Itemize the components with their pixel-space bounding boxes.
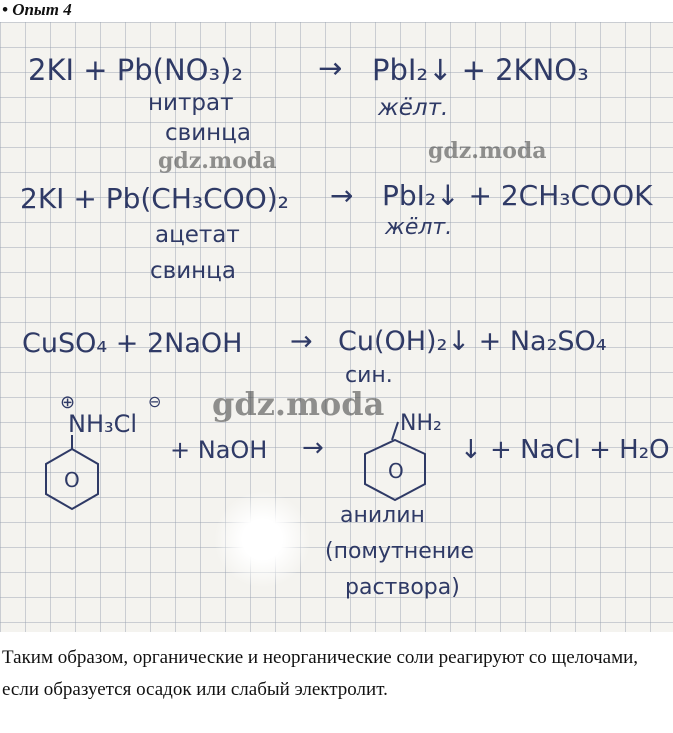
reaction-3-right: Cu(OH)₂↓ + Na₂SO₄: [338, 326, 607, 357]
reaction-4-ring-label-2: O: [388, 459, 404, 483]
reaction-1-reagent-name-1: нитрат: [148, 90, 234, 116]
reaction-4-note-1: анилин: [340, 503, 425, 528]
reaction-3-arrow: →: [290, 326, 313, 357]
reaction-2: [20, 179, 653, 284]
watermark-1: gdz.moda: [158, 148, 277, 174]
blurred-spot: [215, 492, 310, 587]
reaction-1: [28, 51, 589, 146]
reaction-4: [46, 392, 670, 600]
reaction-2-reagent-name-2: свинца: [150, 258, 236, 284]
reaction-4-arrow: →: [302, 433, 324, 463]
reaction-4-reagent: + NaOH: [170, 436, 268, 464]
reaction-3-product-note: син.: [345, 363, 393, 388]
experiment-heading: • Опыт 4: [2, 0, 72, 19]
reaction-4-product-bond: [392, 422, 398, 440]
reaction-1-reagent-name-2: свинца: [165, 120, 251, 146]
reaction-4-plus-charge: ⊕: [60, 392, 76, 413]
reaction-3: [22, 326, 607, 388]
reaction-4-salt-group: NH₃Cl: [68, 410, 138, 438]
reaction-4-product-group: NH₂: [400, 411, 442, 436]
reaction-2-arrow: →: [330, 179, 354, 212]
reaction-1-product-note: жёлт.: [378, 95, 449, 121]
reaction-4-product-rest: ↓ + NaCl + H₂O: [460, 435, 670, 465]
reaction-4-minus-charge: ⊖: [148, 392, 162, 411]
reaction-4-ring-label-1: O: [64, 468, 80, 492]
reaction-2-right: PbI₂↓ + 2CH₃COOK: [382, 179, 653, 212]
reaction-1-arrow: →: [318, 51, 343, 85]
handwriting-layer: [0, 22, 673, 632]
reaction-3-left: CuSO₄ + 2NaOH: [22, 328, 243, 359]
reaction-4-note-2: (помутнение: [325, 539, 474, 564]
handwritten-notebook-photo: [0, 22, 673, 632]
reaction-4-note-3: раствора): [345, 575, 460, 600]
conclusion-text: Таким образом, органические и неорганические соли реагируют со щелочами, если образуется осадок или слабый электролит.: [2, 647, 639, 700]
reaction-1-right: PbI₂↓ + 2KNO₃: [372, 53, 589, 87]
reaction-2-product-note: жёлт.: [385, 215, 453, 240]
watermark-2: gdz.moda: [428, 138, 547, 164]
reaction-2-left: 2KI + Pb(CH₃COO)₂: [20, 182, 289, 215]
reaction-1-left: 2KI + Pb(NO₃)₂: [28, 53, 244, 87]
reaction-2-reagent-name-1: ацетат: [155, 222, 240, 248]
watermark-3: gdz.moda: [212, 385, 385, 423]
